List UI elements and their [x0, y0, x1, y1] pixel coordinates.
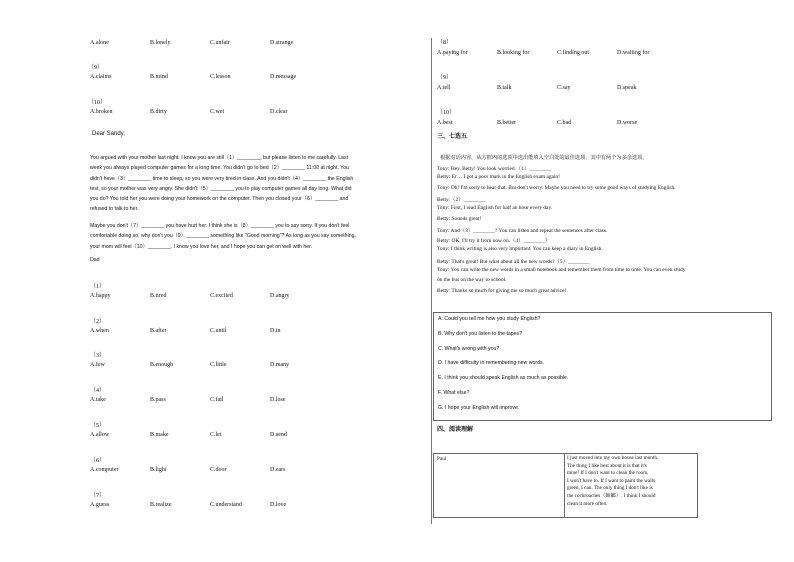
letter-greeting: Dear Sandy, — [92, 131, 125, 137]
option-label: B.better — [497, 120, 517, 126]
dialogue-line: Betty: Thanks so much for giving me so much great advice! — [437, 287, 567, 294]
option-label: B.looking for — [497, 50, 530, 56]
option-label: D.speak — [617, 85, 637, 91]
table-text-line: clean it more often. — [567, 500, 608, 507]
option-label: D.angry — [270, 293, 290, 299]
table-text-line: mine! If I don't want to clean the room, — [567, 470, 649, 477]
option-label: C.lesson — [210, 74, 231, 80]
option-label: B.pass — [150, 397, 166, 403]
question-number: （5） — [90, 423, 106, 429]
option-label: B.lonely — [150, 40, 171, 46]
option-label: A.best — [437, 120, 453, 126]
option-label: D.waiting for — [617, 50, 650, 56]
dialogue-line: Betty: OK, I'll try it from now on.（4）________? — [437, 238, 548, 245]
table-text-line: I won't have to. If I want to paint the walls — [567, 477, 656, 484]
option-label: A.alone — [90, 40, 109, 46]
table-text-line: green, I can. The only thing I don't like is — [567, 485, 653, 492]
option-label: B.talk — [497, 85, 512, 91]
option-label: D.lose — [270, 397, 286, 403]
option-label: D.send — [270, 432, 287, 438]
option-label: A.tell — [437, 85, 451, 91]
table-text-line: the cockroaches（蟑螂）. I think I should — [567, 492, 656, 499]
option-label: D.in — [270, 328, 281, 334]
question-number: （9） — [437, 75, 453, 81]
question-number: （7） — [90, 493, 106, 499]
table-name-cell — [434, 454, 565, 517]
letter-line: comfortable doing so, why don't you（9）________ something like "Good morning"? As long as you say something, — [90, 233, 356, 240]
question-number: （10） — [437, 110, 456, 116]
table-text-cell — [567, 455, 695, 508]
option-label: A.computer — [90, 467, 119, 473]
question-number: （9） — [88, 65, 104, 71]
dialogue-line: Tony: Oh! I'm sorry to hear that. But don't worry. Maybe you need to try some good ways of studying English. — [437, 184, 676, 191]
option-label: B.light — [150, 467, 167, 473]
choice-box — [433, 312, 772, 421]
choice-option: C. What's wrong with you? — [438, 345, 500, 352]
choice-option: G. I hope your English will improve. — [438, 404, 520, 411]
option-label: C.unfair — [210, 40, 230, 46]
option-label: C.wet — [210, 109, 225, 115]
option-label: A.paying for — [437, 50, 468, 56]
letter-signature: Dad — [90, 257, 100, 263]
option-label: A.happy — [90, 293, 111, 299]
option-label: D.message — [270, 74, 297, 80]
option-label: C.bad — [557, 120, 572, 126]
letter-line: your mom will feel（10）________. I know you love her, and I hope you can get on well with her. — [90, 243, 313, 250]
question-number: （3） — [90, 353, 106, 359]
letter-line: week you always played computer games for a long time. You didn't go to bed（2）________ 11:00 at night. You — [90, 165, 350, 172]
option-label: A.claims — [90, 74, 112, 80]
dialogue-line: Betty: Sounds great! — [437, 215, 482, 222]
option-label: D.clear — [270, 109, 288, 115]
option-label: C.little — [210, 362, 227, 368]
option-label: A.broken — [90, 109, 113, 115]
option-label: C.finding out — [557, 50, 590, 56]
table-name: Paul — [437, 456, 447, 462]
option-label: C.door — [210, 467, 227, 473]
option-label: D.many — [270, 362, 290, 368]
option-label: B.enough — [150, 362, 174, 368]
dialogue-line: Tony: You can write the new words in a small notebook and remember them from time to time. You can even study — [437, 267, 686, 273]
option-label: D.ears — [270, 467, 286, 473]
choice-option: E. I think you should speak English as much as possible. — [438, 375, 569, 382]
dialogue-line: Tony: I think writing is also very important. You can keep a diary in English. — [437, 246, 603, 253]
question-number: （4） — [90, 388, 106, 394]
table-text-line: I just moved into my own house last month. — [567, 455, 659, 461]
choice-option: F. What else? — [438, 390, 470, 396]
letter-line: didn't have（3）________ time to sleep, so you were very tired in class. And you didn't（4）________ the English — [90, 175, 354, 182]
dialogue-line: Betty: That's great! But what about all the new words?（5）________ — [437, 258, 590, 265]
option-label: C.excited — [210, 293, 233, 299]
option-label: A.take — [90, 397, 106, 403]
option-label: A.few — [90, 362, 105, 368]
dialogue-line: Tony: First, I read English for half an hour every day. — [437, 205, 553, 212]
option-label: C.until — [210, 328, 227, 334]
table-text-line: The thing I like best about it is that it's — [567, 462, 647, 469]
reading-table — [433, 453, 698, 518]
option-label: A.allow — [90, 432, 110, 438]
option-label: B.after — [150, 328, 167, 334]
option-label: C.fail — [210, 397, 224, 403]
question-number: （6） — [90, 458, 106, 464]
question-number: （2） — [90, 319, 106, 325]
option-label: D.love — [270, 502, 287, 508]
choice-option: D. I have difficulty in remembering new words. — [438, 360, 545, 367]
option-label: A.when — [90, 328, 109, 334]
choice-option: A. Could you tell me how you study English? — [438, 316, 541, 322]
section-title: 四、阅读理解 — [437, 427, 474, 433]
dialogue-line: Tony: And（3）________? You can listen and repeat the sentences after class. — [437, 227, 608, 234]
dialogue-line: Tony: Hey, Betty! You look worried.（1）________ — [437, 166, 551, 172]
option-label: B.make — [150, 432, 169, 438]
dialogue-line: on the bus on the way to school. — [437, 277, 507, 284]
option-label: B.tired — [150, 293, 167, 299]
instructions: 根据对话内容，从方框内的选项中选出能填入空白处的最佳选项，其中有两个为多余选项。 — [440, 155, 648, 161]
question-number: （10） — [88, 100, 107, 106]
section-title: 三、七选五 — [437, 134, 468, 140]
option-label: D.worse — [617, 120, 638, 126]
column-divider — [431, 38, 432, 524]
dialogue-line: Betty: Er… I got a poor mark in the English exam again! — [437, 174, 560, 181]
letter-line: refused to talk to her. — [90, 205, 139, 212]
letter-line: you do? You told her you were doing your homework on the computer. Then you closed your（6）________ and — [90, 196, 349, 203]
letter-line: test, so your mother was very angry. She didn't（5）________ you to play computer games all day long. What did — [90, 185, 352, 192]
option-label: D.strange — [270, 40, 294, 46]
option-label: B.dirty — [150, 109, 167, 115]
question-number: （8） — [437, 40, 453, 46]
option-label: C.let — [210, 432, 222, 438]
letter-line: Maybe you don't（7）________ you have hurt her. I think she is（8）________ you to say sorry. If you don't feel — [90, 223, 350, 229]
question-number: （1） — [90, 284, 106, 290]
letter-line: You argued with your mother last night. I know you are still（1）________, but please listen to me carefully. Last — [90, 155, 349, 161]
option-label: B.mind — [150, 74, 168, 80]
option-label: C.understand — [210, 502, 242, 508]
dialogue-line: Betty:（2）________ — [437, 196, 486, 203]
choice-option: B. Why don't you listen to the tapes? — [438, 330, 523, 337]
option-label: A.guess — [90, 502, 110, 508]
option-label: C.say — [557, 85, 571, 91]
option-label: B.realize — [150, 502, 172, 508]
